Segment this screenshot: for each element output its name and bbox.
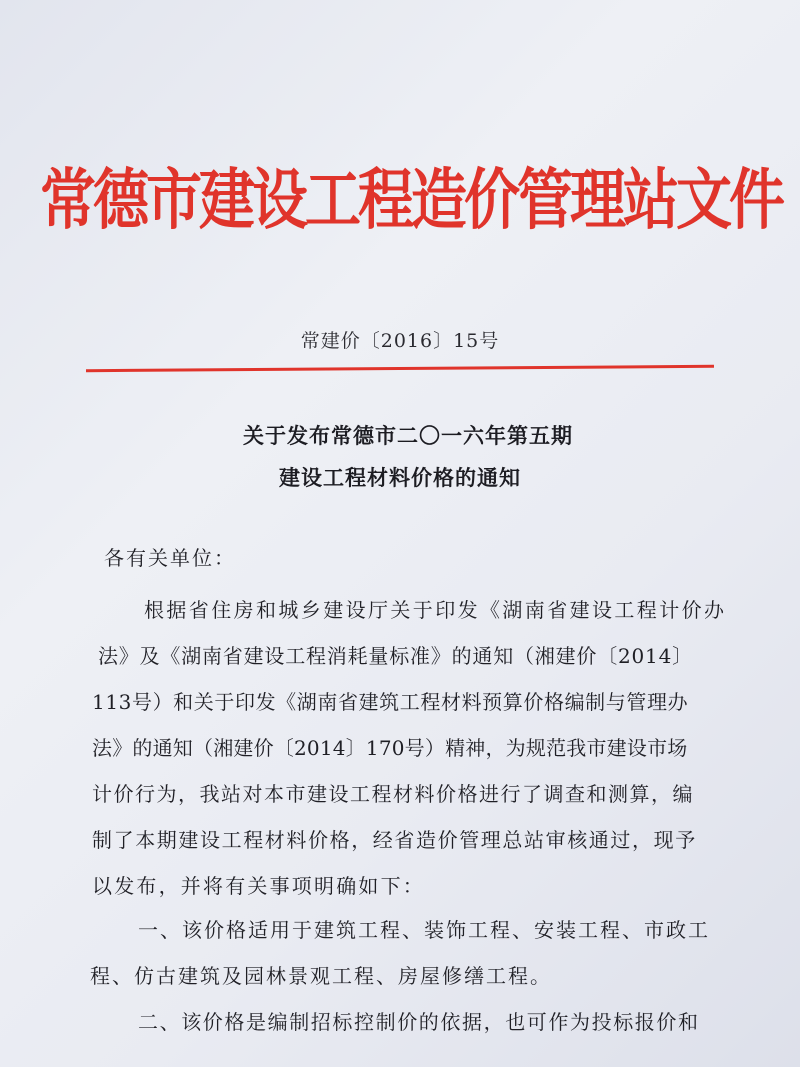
- subject-line-2: 建设工程材料价格的通知: [279, 466, 521, 490]
- body-line: 根据省住房和城乡建设厅关于印发《湖南省建设工程计价办: [144, 598, 727, 622]
- body-line: 法》及《湖南省建设工程消耗量标准》的通知（湘建价〔2014〕: [98, 644, 693, 668]
- body-line: 以发布，并将有关事项明确如下：: [92, 874, 425, 898]
- body-line: 制了本期建设工程材料价格，经省造价管理总站审核通过，现予: [92, 828, 697, 852]
- header-title: 常德市建设工程造价管理站文件: [40, 161, 782, 239]
- salutation: 各有关单位：: [104, 546, 236, 570]
- body-line: 计价行为，我站对本市建设工程材料价格进行了调查和测算，编: [92, 782, 694, 806]
- body-line: 二、该价格是编制招标控制价的依据，也可作为投标报价和: [138, 1010, 700, 1034]
- body-line: 程、仿古建筑及园林景观工程、房屋修缮工程。: [90, 964, 552, 988]
- body-line: 一、该价格适用于建筑工程、装饰工程、安装工程、市政工: [138, 918, 710, 942]
- subject-line-1: 关于发布常德市二〇一六年第五期: [243, 424, 573, 448]
- red-divider-line: [86, 365, 714, 372]
- body-line: 法》的通知（湘建价〔2014〕170号）精神，为规范我市建设市场: [92, 736, 688, 760]
- document-number: 常建价〔2016〕15号: [300, 330, 500, 352]
- body-line: 113号）和关于印发《湖南省建筑工程材料预算价格编制与管理办: [92, 690, 689, 714]
